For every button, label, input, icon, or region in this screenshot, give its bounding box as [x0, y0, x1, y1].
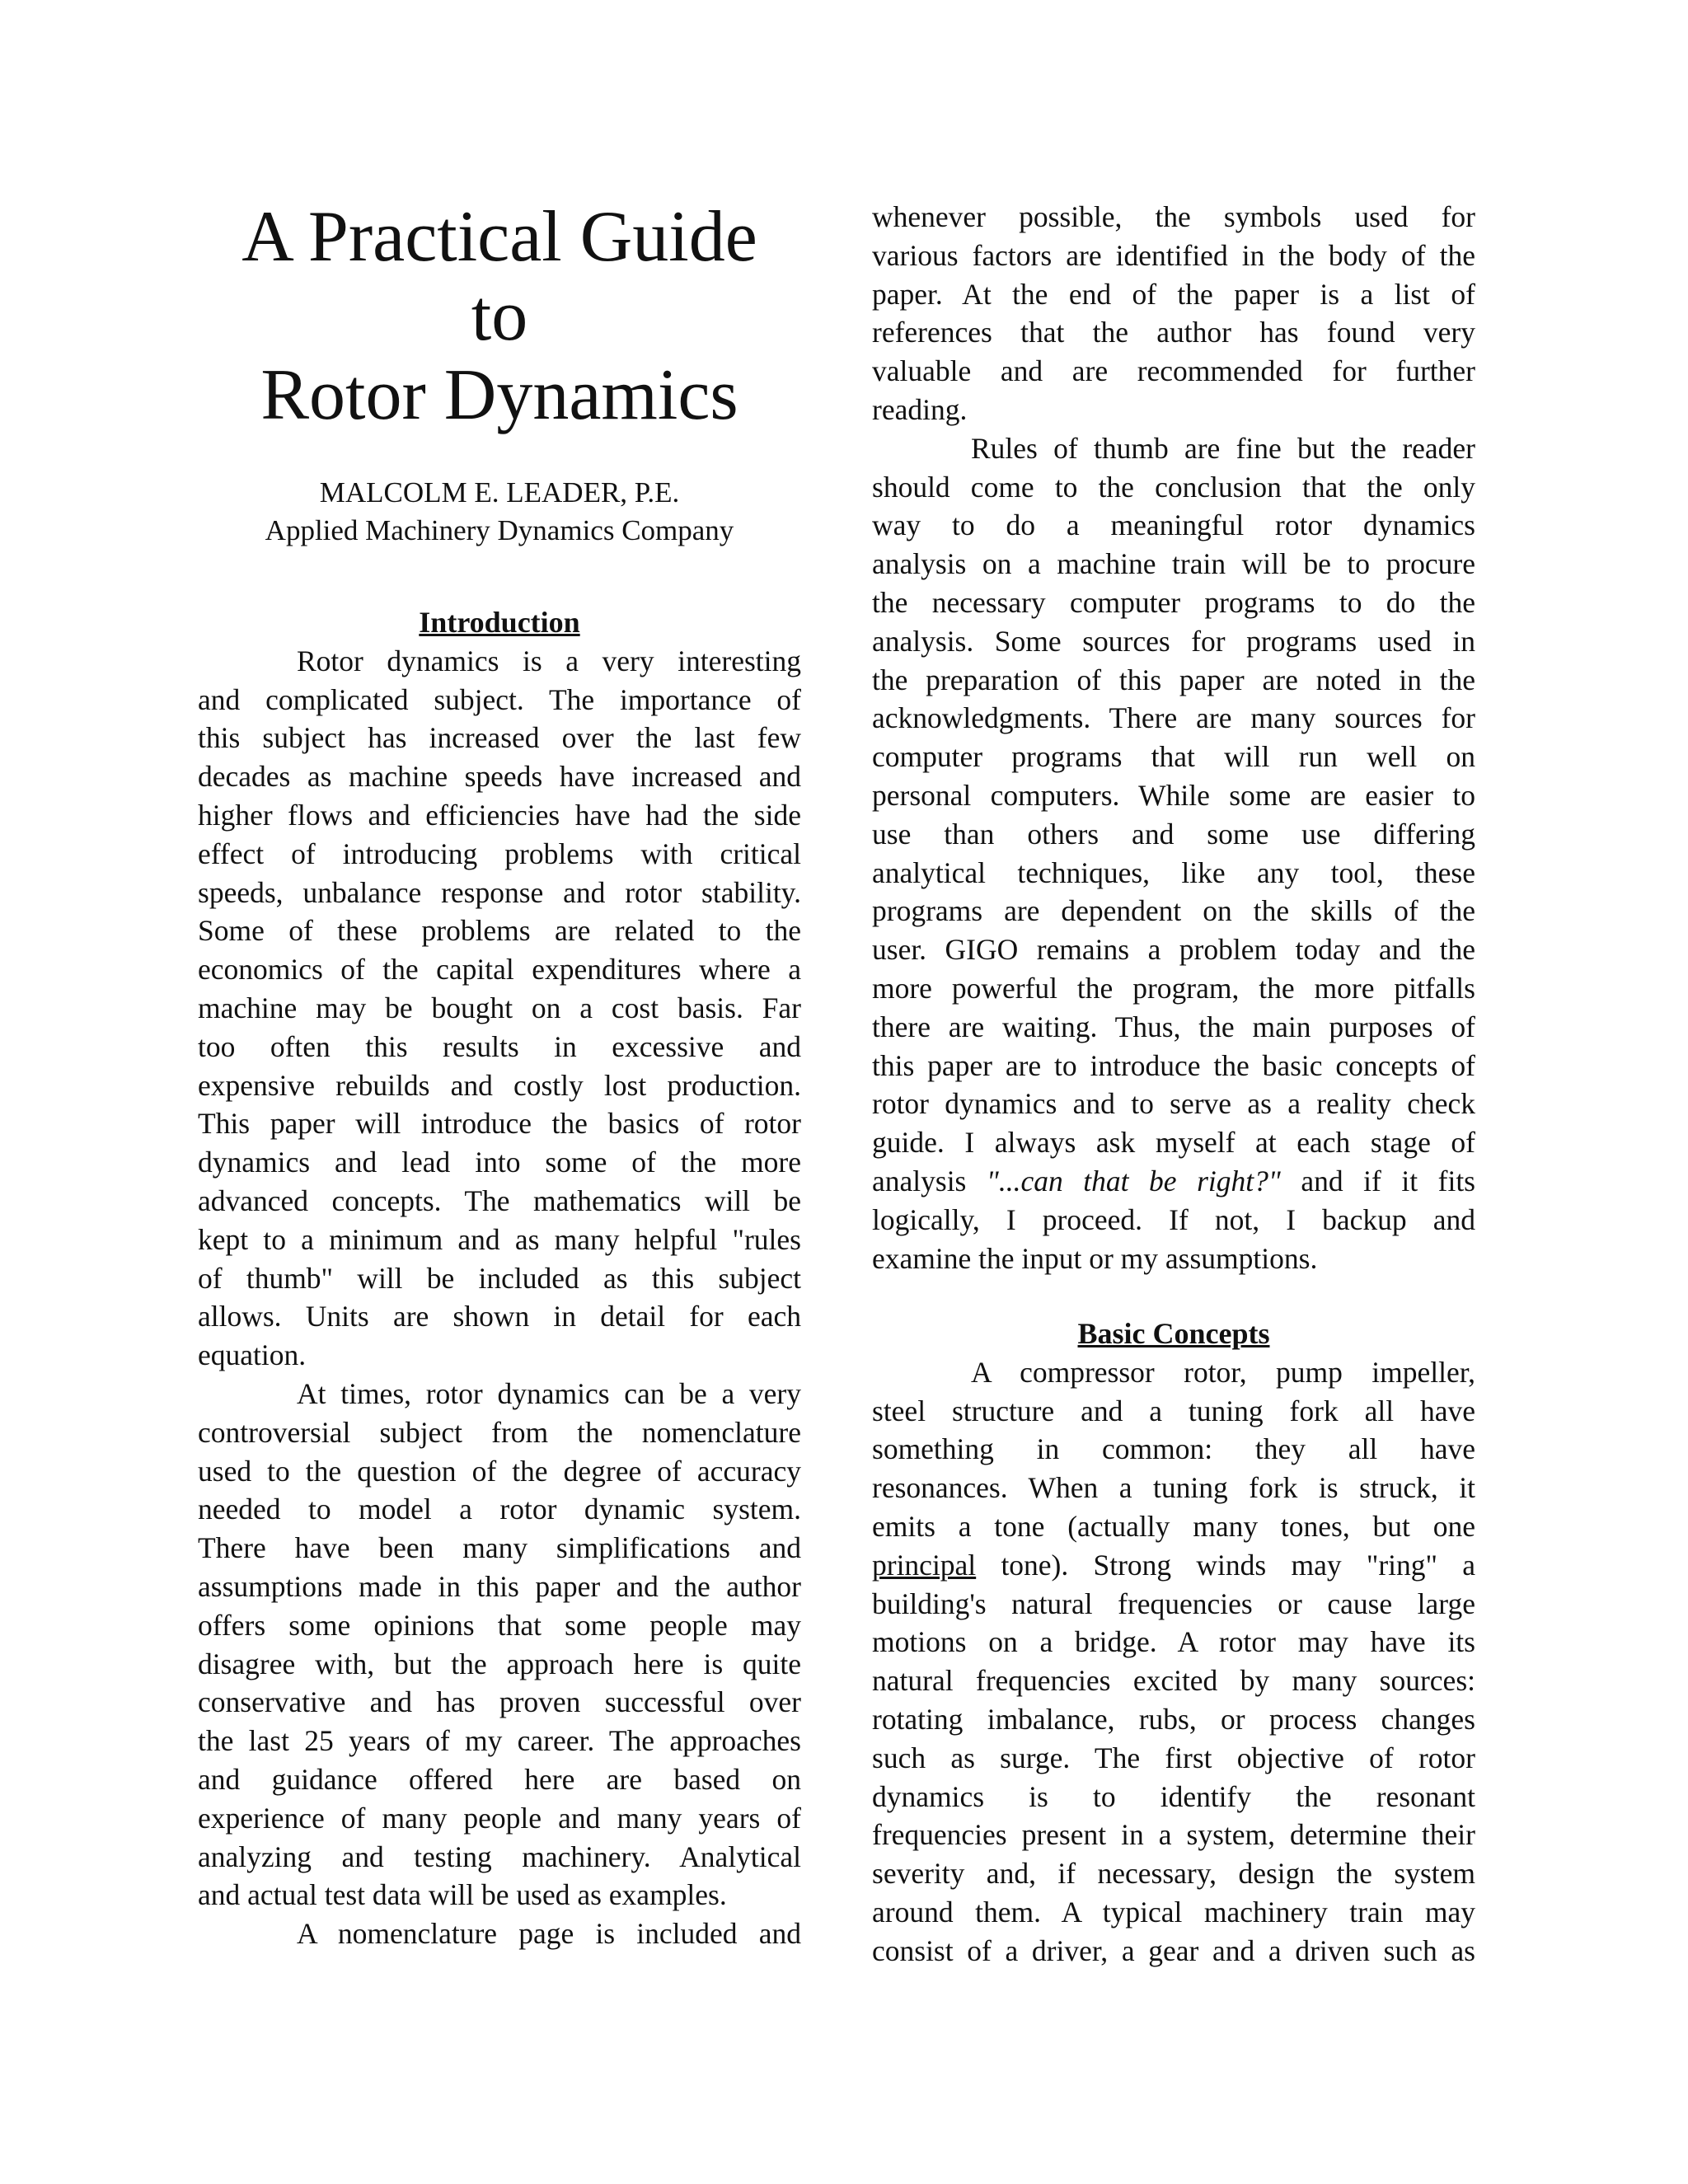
text-line: this subject has increased over the last few	[198, 721, 801, 755]
text-line: Some of these problems are related to the	[198, 914, 801, 948]
text-line: whenever possible, the symbols used for	[872, 200, 1475, 233]
principal-word: principal	[872, 1548, 977, 1582]
introduction-continued	[872, 198, 1475, 1277]
text-line: the preparation of this paper are noted in the	[872, 663, 1475, 696]
text-line: controversial subject from the nomenclature	[198, 1415, 801, 1449]
text-line-with-underline	[872, 1546, 1475, 1585]
text-line: advanced concepts. The mathematics will be	[198, 1183, 801, 1217]
text-line: should come to the conclusion that the only	[872, 470, 1475, 504]
text-line: allows. Units are shown in detail for each	[198, 1300, 801, 1333]
text-line: Rotor dynamics is a very interesting	[297, 644, 801, 677]
text-line: offers some opinions that some people may	[198, 1608, 801, 1642]
text-line: acknowledgments. There are many sources for	[872, 701, 1475, 735]
analysis-word: analysis	[872, 1164, 967, 1197]
text-line: effect of introducing problems with critical	[198, 837, 801, 870]
text-line: conservative and has proven successful over	[198, 1685, 801, 1719]
text-line: various factors are identified in the body of the	[872, 238, 1475, 272]
text-line: analysis. Some sources for programs used in	[872, 624, 1475, 658]
text-line: rotating imbalance, rubs, or process changes	[872, 1702, 1475, 1736]
basic-concepts-heading: Basic Concepts	[1077, 1317, 1270, 1350]
text-line: decades as machine speeds have increased and	[198, 760, 801, 794]
text-line: guide. I always ask myself at each stage of	[872, 1126, 1475, 1160]
intro-paragraph-2	[198, 1375, 801, 1915]
text-line: something in common: they all have	[872, 1432, 1475, 1466]
text-line: consist of a driver, a gear and a driven such as	[872, 1933, 1475, 1967]
text-line: Rules of thumb are fine but the reader	[971, 431, 1475, 465]
text-line: the last 25 years of my career. The approaches	[198, 1724, 801, 1758]
text-line: needed to model a rotor dynamic system.	[198, 1493, 801, 1526]
text-line: too often this results in excessive and	[198, 1029, 801, 1063]
intro-paragraph-1	[198, 642, 801, 1375]
text-line: dynamics and lead into some of the more	[198, 1146, 801, 1179]
principal-trailing-text: tone). Strong winds may "ring" a	[1001, 1548, 1476, 1582]
text-line: use than others and some use differing	[872, 817, 1475, 851]
text-line: computer programs that will run well on	[872, 740, 1475, 774]
text-line: used to the question of the degree of accuracy	[198, 1454, 801, 1488]
text-line: programs are dependent on the skills of the	[872, 894, 1475, 928]
introduction-heading: Introduction	[419, 606, 580, 639]
text-line: economics of the capital expenditures where a	[198, 953, 801, 987]
text-line: building's natural frequencies or cause large	[872, 1586, 1475, 1620]
text-line: logically, I proceed. If not, I backup and	[872, 1202, 1475, 1236]
text-line: natural frequencies excited by many sources:	[872, 1664, 1475, 1698]
text-line: the necessary computer programs to do the	[872, 585, 1475, 619]
intro-paragraph-3-cont	[872, 198, 1475, 429]
basic-concepts-section	[872, 1315, 1475, 1971]
text-line: analyzing and testing machinery. Analytical	[198, 1840, 801, 1873]
text-line: A compressor rotor, pump impeller,	[971, 1355, 1475, 1389]
text-line: resonances. When a tuning fork is struck, it	[872, 1471, 1475, 1505]
text-line: analysis on a machine train will be to procure	[872, 547, 1475, 581]
author-affiliation: Applied Machinery Dynamics Company	[265, 514, 734, 546]
text-line: more powerful the program, the more pitfalls	[872, 971, 1475, 1005]
text-line: personal computers. While some are easier to	[872, 778, 1475, 812]
text-line: There have been many simplifications and	[198, 1531, 801, 1565]
text-line: assumptions made in this paper and the author	[198, 1569, 801, 1603]
text-line: and complicated subject. The importance of	[198, 682, 801, 716]
text-line: around them. A typical machinery train may	[872, 1895, 1475, 1929]
text-line: equation.	[198, 1338, 307, 1372]
text-line: and guidance offered here are based on	[198, 1762, 801, 1796]
introduction-section	[198, 603, 801, 1953]
text-line: steel structure and a tuning fork all have	[872, 1394, 1475, 1427]
text-line: examine the input or my assumptions.	[872, 1241, 1318, 1275]
basic-concepts-paragraph-1	[872, 1353, 1475, 1971]
text-line: kept to a minimum and as many helpful "rules	[198, 1222, 801, 1256]
text-line: rotor dynamics and to serve as a reality check	[872, 1087, 1475, 1121]
text-line: frequencies present in a system, determine their	[872, 1818, 1475, 1852]
text-line: there are waiting. Thus, the main purposes of	[872, 1010, 1475, 1043]
text-line: experience of many people and many years of	[198, 1801, 801, 1835]
quoted-question: "...can that be right?"	[986, 1164, 1281, 1197]
text-line: higher flows and efficiencies have had the side	[198, 798, 801, 832]
text-line: reading.	[872, 392, 968, 426]
text-line: analytical techniques, like any tool, these	[872, 855, 1475, 889]
title-line-1: A Practical Guide	[241, 197, 757, 277]
text-line: and actual test data will be used as examples.	[198, 1878, 727, 1912]
text-line: references that the author has found very	[872, 316, 1475, 349]
text-line: user. GIGO remains a problem today and the	[872, 933, 1475, 967]
text-line: expensive rebuilds and costly lost production.	[198, 1068, 801, 1102]
text-line-with-quote	[872, 1162, 1475, 1201]
title-line-3: Rotor Dynamics	[260, 355, 738, 435]
text-line: At times, rotor dynamics can be a very	[297, 1376, 801, 1410]
intro-paragraph-4	[872, 429, 1475, 1278]
author-block	[198, 474, 801, 550]
text-line: disagree with, but the approach here is quite	[198, 1647, 801, 1680]
text-line: A nomenclature page is included and	[297, 1917, 801, 1951]
title-line-2: to	[471, 276, 528, 356]
text-line: machine may be bought on a cost basis. Far	[198, 991, 801, 1024]
text-line: valuable and are recommended for further	[872, 354, 1475, 388]
paper-title	[198, 198, 801, 435]
text-line: speeds, unbalance response and rotor stability.	[198, 875, 801, 909]
text-line: motions on a bridge. A rotor may have its	[872, 1625, 1475, 1659]
author-name: MALCOLM E. LEADER, P.E.	[319, 476, 680, 509]
text-line: This paper will introduce the basics of rotor	[198, 1107, 801, 1141]
text-line: of thumb" will be included as this subject	[198, 1261, 801, 1295]
text-line: severity and, if necessary, design the system	[872, 1857, 1475, 1891]
text-line: way to do a meaningful rotor dynamics	[872, 509, 1475, 542]
intro-paragraph-3-start	[198, 1915, 801, 1953]
text-line: emits a tone (actually many tones, but one	[872, 1509, 1475, 1543]
text-line: paper. At the end of the paper is a list of	[872, 277, 1475, 311]
text-line: this paper are to introduce the basic concepts of	[872, 1048, 1475, 1082]
text-line: such as surge. The first objective of rotor	[872, 1741, 1475, 1774]
quote-trailing-text: and if it fits	[1301, 1164, 1475, 1197]
text-line: dynamics is to identify the resonant	[872, 1779, 1475, 1813]
